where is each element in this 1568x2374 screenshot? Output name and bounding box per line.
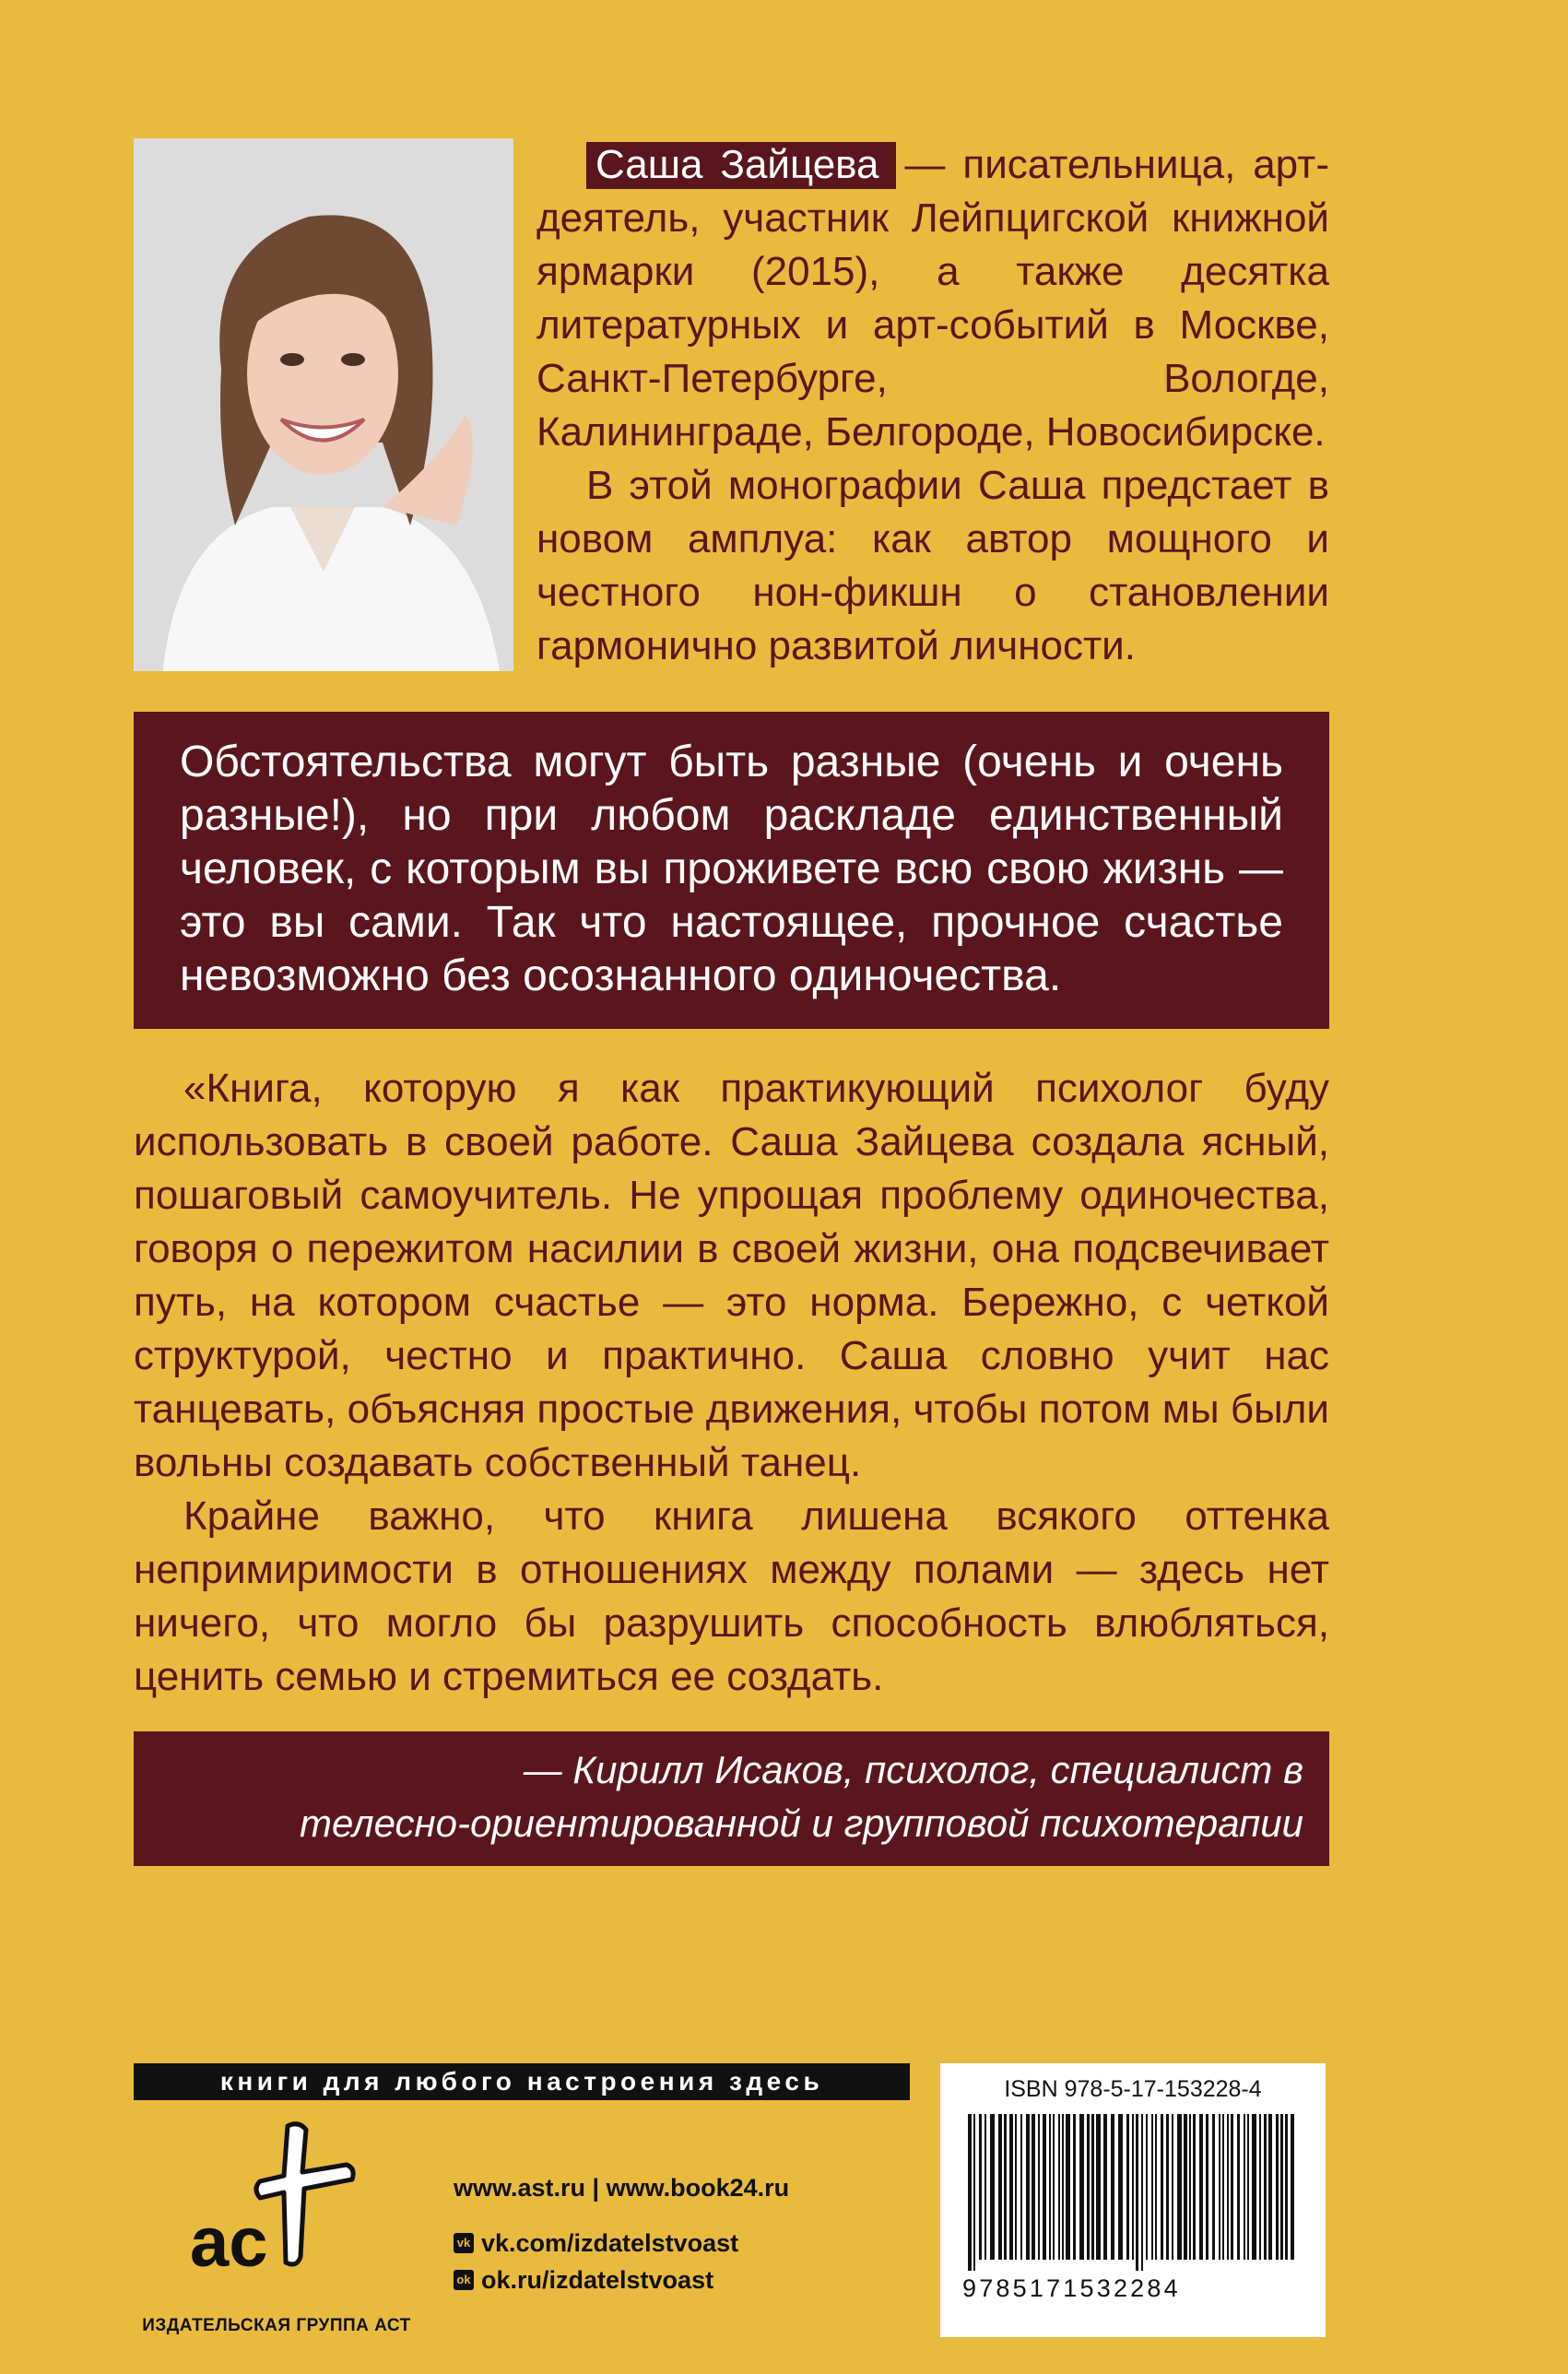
barcode-bar bbox=[1161, 2114, 1163, 2260]
review-paragraph-2: Крайне важно, что книга лишена всякого оттенка непримиримости в отношениях между полами — здесь нет ничего, что могло бы разрушить способность влюбляться, ценить семью и стремиться ее создать. bbox=[134, 1494, 1329, 1699]
publisher-name: ИЗДАТЕЛЬСКАЯ ГРУППА АСТ bbox=[142, 2316, 411, 2335]
author-photo bbox=[134, 138, 513, 671]
barcode-bar bbox=[1020, 2114, 1022, 2260]
review-text bbox=[134, 1062, 1329, 1704]
review-paragraph-1: «Книга, которую я как практикующий психолог буду использовать в своей работе. Саша Зайцева создала ясный, пошаговый самоучитель. Не упрощая проблему одиночества, говоря о пережитом насилии в своей жизни, она подсвечивает путь, на котором счастье — это норма. Бережно, с четкой структурой, честно и практично. Саша словно учит нас танцевать, объясняя простые движения, чтобы потом мы были вольны создавать собственный танец. bbox=[134, 1066, 1329, 1485]
barcode-bar bbox=[1038, 2114, 1040, 2260]
attribution-line-1: — Кирилл Исаков, психолог, специалист в bbox=[523, 1748, 1303, 1791]
ok-link[interactable]: ok.ru/izdatelstvoast bbox=[481, 2265, 714, 2294]
barcode-bar bbox=[1132, 2114, 1134, 2260]
publisher-tagline: книги для любого настроения здесь bbox=[134, 2063, 910, 2100]
barcode-bar bbox=[1009, 2114, 1013, 2260]
barcode-bar bbox=[1193, 2114, 1196, 2260]
barcode-bar bbox=[1026, 2114, 1030, 2260]
barcode-bar bbox=[1199, 2114, 1203, 2260]
barcode-bar bbox=[1264, 2114, 1267, 2260]
barcode-bar bbox=[1206, 2114, 1208, 2260]
barcode-bar bbox=[1252, 2114, 1256, 2260]
ean-number: 9785171532284 bbox=[962, 2274, 1181, 2302]
barcode-bar bbox=[1291, 2114, 1294, 2260]
barcode-bar bbox=[1219, 2114, 1220, 2260]
barcode-bar bbox=[1280, 2114, 1283, 2260]
barcode-bar bbox=[1259, 2114, 1261, 2260]
barcode-bar bbox=[1015, 2114, 1017, 2260]
isbn-number: ISBN 978-5-17-153228-4 bbox=[1004, 2076, 1262, 2102]
barcode-bar bbox=[1141, 2114, 1143, 2271]
bio-paragraph-1-text: — писательница, арт-деятель, участник Лейпцигской книжной ярмарки (2015), а также десятка литературных и арт-событий в Москве, Санкт-Петербурге, Вологде, Калининграде, Белгороде, Новосибирске. bbox=[536, 142, 1329, 455]
barcode-bar bbox=[1049, 2114, 1051, 2260]
barcode-bar bbox=[990, 2114, 995, 2260]
barcode-bar bbox=[1053, 2114, 1055, 2260]
barcode-bar bbox=[1103, 2114, 1107, 2260]
barcode-bar bbox=[1087, 2114, 1090, 2260]
logo-letters: ac bbox=[190, 2203, 268, 2282]
barcode-bar bbox=[1079, 2114, 1084, 2260]
barcode-bar bbox=[1073, 2114, 1076, 2260]
barcode-bar bbox=[1058, 2114, 1060, 2260]
barcode-bar bbox=[1237, 2114, 1240, 2260]
review-attribution bbox=[134, 1731, 1329, 1866]
ok-icon: ok bbox=[454, 2270, 474, 2290]
barcode-bar bbox=[998, 2114, 1002, 2260]
barcode-bar bbox=[984, 2114, 986, 2260]
barcode-bar bbox=[1032, 2114, 1035, 2260]
ast-logo-icon bbox=[184, 2119, 360, 2285]
barcode-bar bbox=[1222, 2114, 1224, 2260]
vk-icon: vk bbox=[454, 2233, 474, 2253]
barcode-bar bbox=[979, 2114, 982, 2260]
author-name-highlight: Саша Зайцева bbox=[586, 142, 896, 189]
barcode-bar bbox=[1151, 2114, 1153, 2260]
barcode-bar bbox=[968, 2114, 972, 2271]
barcode-bar bbox=[1166, 2114, 1169, 2260]
barcode-bar bbox=[1276, 2114, 1279, 2260]
barcode-bar bbox=[1136, 2114, 1138, 2271]
vk-link-row[interactable] bbox=[454, 2225, 789, 2262]
barcode-bar bbox=[1118, 2114, 1123, 2260]
barcode-bar bbox=[1285, 2114, 1288, 2260]
barcode-bar bbox=[1043, 2114, 1046, 2260]
barcode-bar bbox=[1177, 2114, 1182, 2260]
barcode-bar bbox=[1172, 2114, 1173, 2260]
barcode-bar bbox=[1155, 2114, 1157, 2260]
barcode-bar bbox=[973, 2114, 975, 2271]
barcode-bar bbox=[1096, 2114, 1101, 2260]
websites-link[interactable]: www.ast.ru | www.book24.ru bbox=[454, 2174, 790, 2202]
ok-link-row[interactable] bbox=[454, 2262, 789, 2298]
barcode-bar bbox=[1189, 2114, 1191, 2260]
barcode-bar bbox=[1244, 2114, 1245, 2260]
barcode-icon bbox=[961, 2114, 1305, 2271]
bio-paragraph-1 bbox=[536, 138, 1329, 459]
barcode-bar bbox=[1004, 2114, 1007, 2260]
author-bio bbox=[536, 138, 1329, 673]
publisher-links bbox=[454, 2174, 789, 2298]
bio-paragraph-2: В этой монографии Саша предстает в новом амплуа: как автор мощного и честного нон-фикшн о становлении гармонично развитой личности. bbox=[536, 463, 1329, 668]
barcode-bar bbox=[1268, 2114, 1272, 2260]
barcode-bar bbox=[1111, 2114, 1114, 2260]
barcode-bar bbox=[1184, 2114, 1187, 2260]
vk-link[interactable]: vk.com/izdatelstvoast bbox=[481, 2228, 739, 2257]
barcode-bar bbox=[1247, 2114, 1249, 2260]
isbn-barcode-box bbox=[940, 2063, 1326, 2337]
author-portrait-illustration bbox=[134, 138, 513, 671]
attribution-line-2: телесно-ориентированной и групповой психотерапии bbox=[299, 1801, 1303, 1845]
barcode-bar bbox=[1091, 2114, 1094, 2260]
barcode-bar bbox=[1212, 2114, 1215, 2260]
publisher-logo bbox=[138, 2119, 415, 2340]
featured-quote: Обстоятельства могут быть разные (очень и очень разные!), но при любом раскладе единственный человек, с которым вы проживете всю свою жизнь — это вы сами. Так что настоящее, прочное счастье невозможно без осознанного одиночества. bbox=[134, 712, 1329, 1029]
barcode-bar bbox=[1146, 2114, 1148, 2260]
barcode-bar bbox=[1066, 2114, 1070, 2260]
barcode-bar bbox=[1062, 2114, 1064, 2260]
barcode-bar bbox=[1227, 2114, 1229, 2260]
barcode-bar bbox=[1126, 2114, 1129, 2260]
barcode-bar bbox=[1231, 2114, 1233, 2260]
